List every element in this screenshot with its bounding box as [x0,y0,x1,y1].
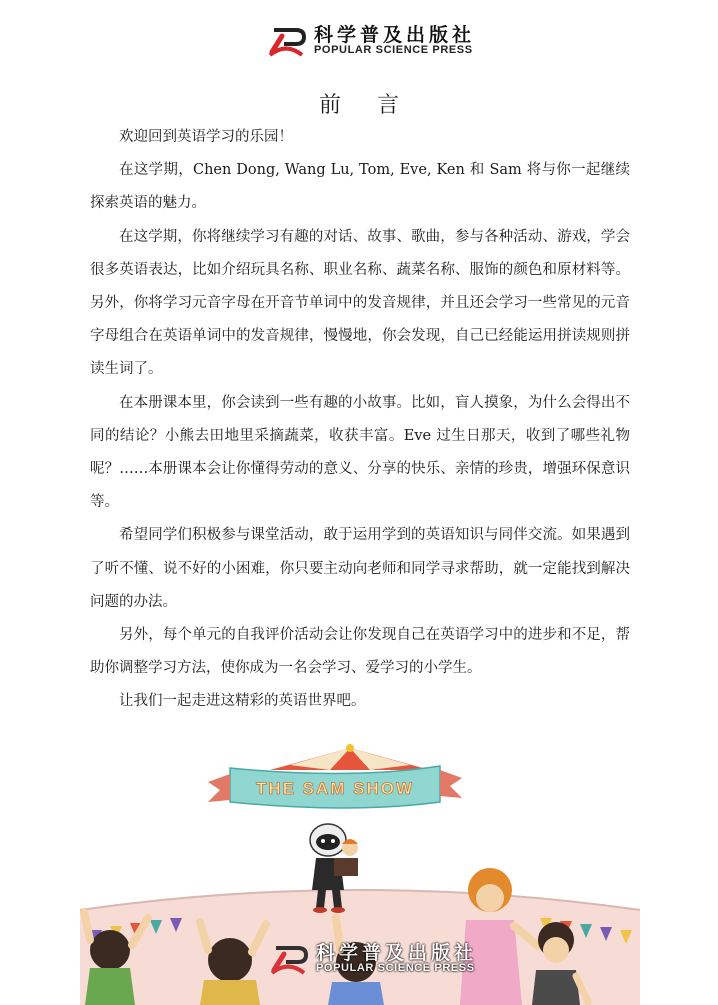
paragraph: 在本册课本里，你会读到一些有趣的小故事。比如，盲人摸象，为什么会得出不同的结论？小熊去田地里采摘蔬菜，收获丰富。Eve 过生日那天，收到了哪些礼物呢？……本册课本会让你懂得劳动的意义、分享的快乐、亲情的珍贵，增强环保意识等。 [90,394,630,511]
paragraph: 希望同学们积极参与课堂活动，敢于运用学到的英语知识与同伴交流。如果遇到了听不懂、说不好的小困难，你只要主动向老师和同学寻求帮助，就一定能找到解决问题的办法。 [90,527,630,610]
tent-top-icon [270,744,430,770]
preface-body [90,121,630,719]
show-banner [208,766,462,808]
paragraph: 在这学期，你将继续学习有趣的对话、故事、歌曲，参与各种活动、游戏，学会很多英语表达，比如介绍玩具名称、职业名称、蔬菜名称、服饰的颜色和原材料等。另外，你将学习元音字母在开音节单词中的发音规律，并且还会学习一些常见的元音字母组合在英语单词中的发音规律，慢慢地，你会发现，自己已经能运用拼读规则拼读生词了。 [90,228,630,378]
banner-text: THE SAM SHOW [255,779,415,798]
page-title: 前言 [318,93,435,118]
publisher-name-en: POPULAR SCIENCE PRESS [314,44,473,56]
watermark-name-cn: 科学普及出版社 [316,942,478,964]
publisher-logo-icon [270,940,308,976]
publisher-header [268,20,488,62]
publisher-name-cn: 科学普及出版社 [314,24,476,46]
publisher-logo-icon [268,22,306,58]
watermark-name-en: POPULAR SCIENCE PRESS [316,962,475,974]
publisher-watermark [270,938,490,980]
paragraph: 让我们一起走进这精彩的英语世界吧。 [119,693,366,710]
paragraph: 欢迎回到英语学习的乐园！ [119,129,293,145]
paragraph: 另外，每个单元的自我评价活动会让你发现自己在英语学习中的进步和不足，帮助你调整学习方法，使你成为一名会学习、爱学习的小学生。 [90,627,630,677]
paragraph: 在这学期，Chen Dong, Wang Lu, Tom, Eve, Ken 和 Sam 将与你一起继续探索英语的魅力。 [90,162,630,212]
